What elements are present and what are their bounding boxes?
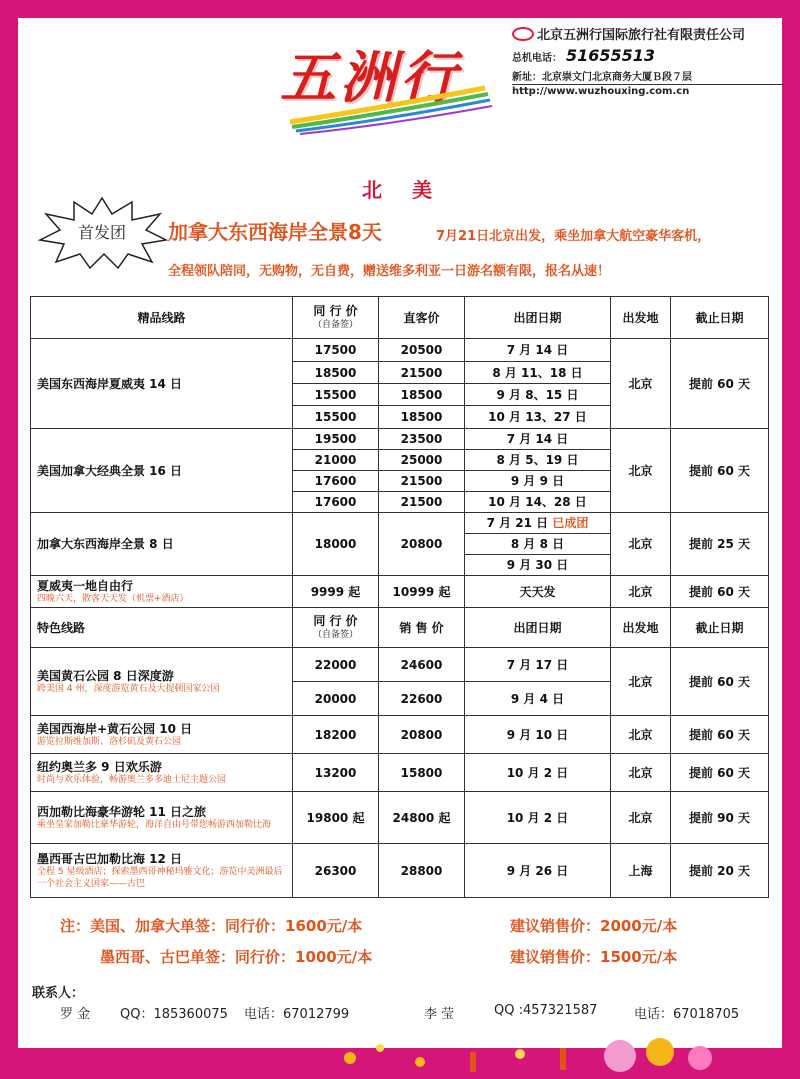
peer-price: 26300 bbox=[293, 844, 379, 898]
departure-date: 9 月 26 日 bbox=[465, 844, 611, 898]
departure-date: 10 月 14、28 日 bbox=[465, 492, 611, 513]
contact-name-1: 罗 金 bbox=[60, 1007, 91, 1022]
peer-price: 17600 bbox=[293, 471, 379, 492]
header-dates: 出团日期 bbox=[465, 608, 611, 648]
route-name: 加拿大东西海岸全景 8 日 bbox=[31, 513, 293, 576]
departure-date: 10 月 2 日 bbox=[465, 754, 611, 792]
direct-price: 18500 bbox=[379, 384, 465, 406]
direct-price: 18500 bbox=[379, 406, 465, 429]
peer-price: 9999 起 bbox=[293, 576, 379, 608]
deadline: 提前 60 天 bbox=[671, 754, 769, 792]
origin: 北京 bbox=[611, 429, 671, 513]
visa-note-2: 墨西哥、古巴单签：同行价：1000元/本 bbox=[100, 948, 373, 966]
departure-date: 9 月 4 日 bbox=[465, 682, 611, 716]
header-deadline: 截止日期 bbox=[671, 297, 769, 339]
company-name: 北京五洲行国际旅行社有限责任公司 bbox=[537, 28, 746, 43]
departure-date: 8 月 8 日 bbox=[465, 534, 611, 555]
table-row bbox=[31, 844, 769, 898]
header-peer-price bbox=[293, 608, 379, 648]
departure-date: 8 月 11、18 日 bbox=[465, 362, 611, 384]
sale-price: 20800 bbox=[379, 716, 465, 754]
departure-date: 9 月 30 日 bbox=[465, 555, 611, 576]
header-origin: 出发地 bbox=[611, 608, 671, 648]
origin: 北京 bbox=[611, 792, 671, 844]
table-row bbox=[31, 716, 769, 754]
departure-date: 天天发 bbox=[465, 576, 611, 608]
header-sale-price: 销 售 价 bbox=[379, 608, 465, 648]
peer-price: 15500 bbox=[293, 406, 379, 429]
header-route: 精品线路 bbox=[31, 297, 293, 339]
company-address: 新址：北京崇文门北京商务大厦Ｂ段７层 bbox=[512, 72, 692, 83]
deadline: 提前 60 天 bbox=[671, 339, 769, 429]
route-title: 墨西哥古巴加勒比海 12 日 bbox=[37, 851, 183, 866]
header-dates: 出团日期 bbox=[465, 297, 611, 339]
region-title: 北美 bbox=[362, 178, 462, 202]
deadline: 提前 90 天 bbox=[671, 792, 769, 844]
route-name bbox=[31, 792, 293, 844]
deadline: 提前 60 天 bbox=[671, 716, 769, 754]
direct-price: 21500 bbox=[379, 362, 465, 384]
departure-date: 9 月 8、15 日 bbox=[465, 384, 611, 406]
peer-price: 17500 bbox=[293, 339, 379, 362]
direct-price: 23500 bbox=[379, 429, 465, 450]
departure-date: 9 月 10 日 bbox=[465, 716, 611, 754]
route-subtitle: 游览拉斯维加斯、洛杉矶及黄石公园 bbox=[37, 736, 182, 747]
table-row bbox=[31, 576, 769, 608]
peer-price: 20000 bbox=[293, 682, 379, 716]
peer-price: 15500 bbox=[293, 384, 379, 406]
phone-label: 总机电话： bbox=[512, 53, 562, 64]
direct-price: 20500 bbox=[379, 339, 465, 362]
date-text: 7 月 21 日 bbox=[486, 516, 549, 530]
origin: 北京 bbox=[611, 339, 671, 429]
contact-qq-1: QQ：185360075 bbox=[120, 1007, 228, 1022]
route-title: 夏威夷一地自由行 bbox=[37, 578, 134, 593]
sale-price: 28800 bbox=[379, 844, 465, 898]
origin: 北京 bbox=[611, 754, 671, 792]
sale-price: 24600 bbox=[379, 648, 465, 682]
contact-phone-2: 电话：67018705 bbox=[634, 1007, 740, 1022]
origin: 北京 bbox=[611, 576, 671, 608]
departure-date: 7 月 14 日 bbox=[465, 429, 611, 450]
table-header-row bbox=[31, 297, 769, 339]
peer-price: 18200 bbox=[293, 716, 379, 754]
peer-price: 18500 bbox=[293, 362, 379, 384]
table-row bbox=[31, 792, 769, 844]
company-website: http://www.wuzhouxing.com.cn bbox=[512, 84, 784, 97]
visa-suggest-2: 建议销售价：1500元/本 bbox=[510, 948, 678, 966]
direct-price: 20800 bbox=[379, 513, 465, 576]
promo-line2: 全程领队陪同，无购物，无自费，赠送维多利亚一日游名额有限，报名从速！ bbox=[168, 264, 611, 279]
origin: 北京 bbox=[611, 648, 671, 716]
direct-price: 21500 bbox=[379, 471, 465, 492]
deadline: 提前 60 天 bbox=[671, 429, 769, 513]
origin: 北京 bbox=[611, 716, 671, 754]
phone-number: 51655513 bbox=[566, 46, 656, 65]
festive-decoration-icon bbox=[0, 1018, 800, 1079]
departure-date: 7 月 17 日 bbox=[465, 648, 611, 682]
peer-price: 21000 bbox=[293, 450, 379, 471]
logo-text: 五洲行 bbox=[280, 45, 460, 111]
deadline: 提前 20 天 bbox=[671, 844, 769, 898]
sale-price: 22600 bbox=[379, 682, 465, 716]
header-peer-label: 同 行 价 bbox=[313, 303, 358, 318]
price-table bbox=[30, 296, 769, 898]
badge-label: 首发团 bbox=[77, 223, 126, 242]
direct-price: 21500 bbox=[379, 492, 465, 513]
table-row bbox=[31, 339, 769, 362]
contact-name-2: 李 莹 bbox=[424, 1007, 455, 1022]
route-title: 纽约奥兰多 9 日欢乐游 bbox=[37, 759, 162, 774]
company-name-row bbox=[512, 24, 784, 43]
route-title: 美国黄石公园 8 日深度游 bbox=[37, 668, 174, 683]
rainbow-swoosh-icon bbox=[270, 30, 510, 140]
peer-price: 22000 bbox=[293, 648, 379, 682]
table-row bbox=[31, 648, 769, 682]
header-peer-hint: （自备签） bbox=[312, 319, 358, 330]
header-route: 特色线路 bbox=[31, 608, 293, 648]
deadline: 提前 25 天 bbox=[671, 513, 769, 576]
company-info bbox=[512, 24, 784, 97]
route-name: 美国加拿大经典全景 16 日 bbox=[31, 429, 293, 513]
departure-date: 8 月 5、19 日 bbox=[465, 450, 611, 471]
direct-price: 25000 bbox=[379, 450, 465, 471]
route-name bbox=[31, 844, 293, 898]
deadline: 提前 60 天 bbox=[671, 576, 769, 608]
table-row bbox=[31, 429, 769, 450]
route-subtitle: 跨美国 4 州，深度游览黄石及大提顿国家公园 bbox=[37, 683, 220, 694]
route-name bbox=[31, 754, 293, 792]
table-row bbox=[31, 513, 769, 534]
status-text: 已成团 bbox=[552, 516, 589, 530]
logo bbox=[270, 30, 510, 140]
header-peer-price bbox=[293, 297, 379, 339]
header-origin: 出发地 bbox=[611, 297, 671, 339]
peer-price: 19500 bbox=[293, 429, 379, 450]
contact-qq-2: QQ :457321587 bbox=[494, 1003, 598, 1018]
promo-line1: 7月21日北京出发，乘坐加拿大航空豪华客机， bbox=[436, 229, 711, 244]
route-subtitle: 全程 5 星级酒店；探索墨西哥神秘玛雅文化；游览中美洲最后一个社会主义国家——古巴 bbox=[37, 866, 283, 889]
route-subtitle: 时尚与欢乐体验，畅游奥兰多多迪士尼主题公园 bbox=[37, 774, 227, 785]
header-deadline: 截止日期 bbox=[671, 608, 769, 648]
departure-date: 7 月 14 日 bbox=[465, 339, 611, 362]
company-phone-row bbox=[512, 46, 784, 65]
promo-title: 加拿大东西海岸全景8天 bbox=[168, 220, 382, 244]
route-title: 美国西海岸+黄石公园 10 日 bbox=[37, 721, 193, 736]
departure-date bbox=[465, 513, 611, 534]
header-peer-hint: （自备签） bbox=[312, 629, 358, 640]
starburst-badge bbox=[36, 196, 168, 270]
route-subtitle: 四晚六天，散客天天发（机票+酒店） bbox=[37, 593, 189, 604]
contact-phone-1: 电话：67012799 bbox=[244, 1007, 350, 1022]
route-name bbox=[31, 648, 293, 716]
table-row bbox=[31, 754, 769, 792]
route-subtitle: 乘坐皇家加勒比豪华游轮，海洋自由号带您畅游西加勒比海 bbox=[37, 819, 272, 830]
departure-date: 9 月 9 日 bbox=[465, 471, 611, 492]
sale-price: 24800 起 bbox=[379, 792, 465, 844]
departure-date: 10 月 13、27 日 bbox=[465, 406, 611, 429]
route-title: 西加勒比海豪华游轮 11 日之旅 bbox=[37, 804, 207, 819]
origin: 北京 bbox=[611, 513, 671, 576]
route-name bbox=[31, 576, 293, 608]
peer-price: 13200 bbox=[293, 754, 379, 792]
peer-price: 17600 bbox=[293, 492, 379, 513]
direct-price: 10999 起 bbox=[379, 576, 465, 608]
deadline: 提前 60 天 bbox=[671, 648, 769, 716]
departure-date: 10 月 2 日 bbox=[465, 792, 611, 844]
table-header-row bbox=[31, 608, 769, 648]
route-name bbox=[31, 716, 293, 754]
visa-note-1: 注：美国、加拿大单签：同行价：1600元/本 bbox=[60, 917, 363, 935]
header-direct-price: 直客价 bbox=[379, 297, 465, 339]
peer-price: 18000 bbox=[293, 513, 379, 576]
visa-suggest-1: 建议销售价：2000元/本 bbox=[510, 917, 678, 935]
header-peer-label: 同 行 价 bbox=[313, 613, 358, 628]
route-name: 美国东西海岸夏威夷 14 日 bbox=[31, 339, 293, 429]
sale-price: 15800 bbox=[379, 754, 465, 792]
peer-price: 19800 起 bbox=[293, 792, 379, 844]
contacts-label: 联系人： bbox=[32, 986, 85, 1001]
company-mark-icon bbox=[512, 27, 534, 41]
origin: 上海 bbox=[611, 844, 671, 898]
